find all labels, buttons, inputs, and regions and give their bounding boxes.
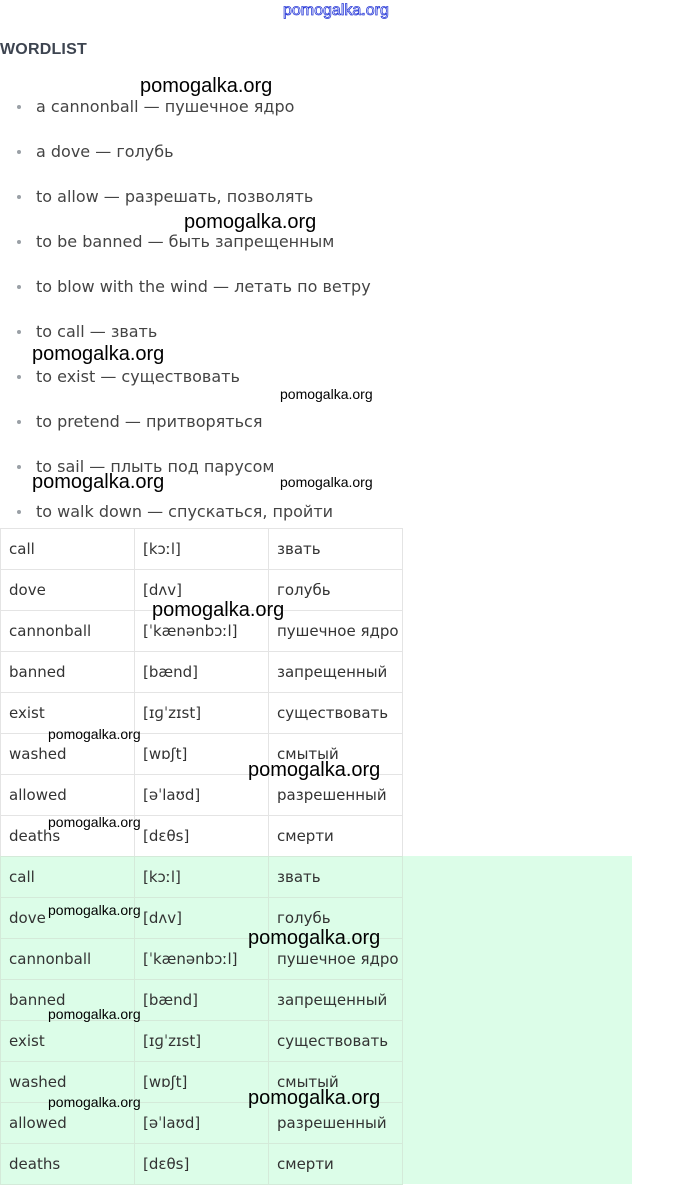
table-row	[1, 529, 403, 570]
table-row	[1, 611, 403, 652]
table-row	[1, 898, 403, 939]
bullet-icon	[17, 420, 21, 424]
wordlist-item: to allow — разрешать, позволять	[0, 174, 402, 219]
translation-cell: смытый	[269, 1062, 403, 1103]
table-row	[1, 980, 403, 1021]
translation-cell: существовать	[269, 693, 403, 734]
transcription-cell: [ɪɡˈzɪst]	[135, 1021, 269, 1062]
word-cell: exist	[1, 1021, 135, 1062]
wordlist-heading: WORDLIST	[0, 41, 87, 58]
table-row	[1, 652, 403, 693]
transcription-cell: [dɛθs]	[135, 816, 269, 857]
wordlist-item: a cannonball — пушечное ядро	[0, 84, 402, 129]
site-watermark-link[interactable]: pomogalka.org	[283, 2, 389, 19]
wordlist-item: to be banned — быть запрещенным	[0, 219, 402, 264]
wordlist-item: to blow with the wind — летать по ветру	[0, 264, 402, 309]
word-cell: allowed	[1, 1103, 135, 1144]
transcription-cell: [bænd]	[135, 652, 269, 693]
translation-cell: запрещенный	[269, 980, 403, 1021]
watermark-text: pomogalka.org	[140, 75, 273, 97]
watermark-text: pomogalka.org	[48, 902, 141, 918]
watermark-text: pomogalka.org	[184, 211, 317, 233]
bullet-icon	[17, 330, 21, 334]
table-row	[1, 1062, 403, 1103]
transcription-cell: [kɔːl]	[135, 857, 269, 898]
transcription-cell: [ˈkænənbɔːl]	[135, 939, 269, 980]
transcription-cell: [wɒʃt]	[135, 734, 269, 775]
transcription-cell: [dʌv]	[135, 898, 269, 939]
vocabulary-table	[0, 528, 403, 857]
bullet-icon	[17, 285, 21, 289]
word-cell: dove	[1, 570, 135, 611]
vocabulary-table-highlighted	[0, 856, 403, 1185]
transcription-cell: [əˈlaʊd]	[135, 775, 269, 816]
watermark-text: pomogalka.org	[152, 599, 285, 621]
word-cell: cannonball	[1, 611, 135, 652]
transcription-cell: [ˈkænənbɔːl]	[135, 611, 269, 652]
transcription-cell: [wɒʃt]	[135, 1062, 269, 1103]
word-cell: banned	[1, 652, 135, 693]
transcription-cell: [kɔːl]	[135, 529, 269, 570]
transcription-cell: [ɪɡˈzɪst]	[135, 693, 269, 734]
word-cell: deaths	[1, 816, 135, 857]
word-cell: banned	[1, 980, 135, 1021]
word-cell: exist	[1, 693, 135, 734]
translation-cell: пушечное ядро	[269, 611, 403, 652]
watermark-text: pomogalka.org	[248, 759, 381, 781]
wordlist-item: to sail — плыть под парусом	[0, 444, 402, 489]
watermark-text: pomogalka.org	[280, 474, 373, 490]
watermark-text: pomogalka.org	[48, 1006, 141, 1022]
watermark-text: pomogalka.org	[48, 726, 141, 742]
wordlist-item: a dove — голубь	[0, 129, 402, 174]
bullet-icon	[17, 465, 21, 469]
table-row	[1, 693, 403, 734]
word-cell: washed	[1, 1062, 135, 1103]
watermark-text: pomogalka.org	[48, 1094, 141, 1110]
watermark-text: pomogalka.org	[280, 386, 373, 402]
transcription-cell: [dʌv]	[135, 570, 269, 611]
wordlist-item: to call — звать	[0, 309, 402, 354]
watermark-text: pomogalka.org	[32, 471, 165, 493]
table-row	[1, 1144, 403, 1185]
translation-cell: смытый	[269, 734, 403, 775]
watermark-text: pomogalka.org	[48, 814, 141, 830]
word-cell: washed	[1, 734, 135, 775]
watermark-text: pomogalka.org	[248, 927, 381, 949]
bullet-icon	[17, 150, 21, 154]
translation-cell: звать	[269, 529, 403, 570]
bullet-icon	[17, 375, 21, 379]
wordlist-item: to pretend — притворяться	[0, 399, 402, 444]
wordlist-item: to walk down — спускаться, пройти	[0, 489, 402, 534]
table-row	[1, 857, 403, 898]
bullet-icon	[17, 105, 21, 109]
table-row	[1, 816, 403, 857]
word-cell: call	[1, 529, 135, 570]
translation-cell: смерти	[269, 816, 403, 857]
translation-cell: запрещенный	[269, 652, 403, 693]
translation-cell: разрешенный	[269, 775, 403, 816]
table-row	[1, 939, 403, 980]
bullet-icon	[17, 195, 21, 199]
watermark-text: pomogalka.org	[248, 1087, 381, 1109]
translation-cell: существовать	[269, 1021, 403, 1062]
word-cell: dove	[1, 898, 135, 939]
word-cell: allowed	[1, 775, 135, 816]
bullet-icon	[17, 240, 21, 244]
table-row	[1, 1021, 403, 1062]
transcription-cell: [bænd]	[135, 980, 269, 1021]
transcription-cell: [dɛθs]	[135, 1144, 269, 1185]
table-row	[1, 775, 403, 816]
word-cell: cannonball	[1, 939, 135, 980]
bullet-icon	[17, 510, 21, 514]
watermark-text: pomogalka.org	[32, 343, 165, 365]
table-row	[1, 734, 403, 775]
translation-cell: голубь	[269, 898, 403, 939]
table-row	[1, 570, 403, 611]
translation-cell: пушечное ядро	[269, 939, 403, 980]
translation-cell: смерти	[269, 1144, 403, 1185]
translation-cell: звать	[269, 857, 403, 898]
word-cell: deaths	[1, 1144, 135, 1185]
translation-cell: разрешенный	[269, 1103, 403, 1144]
wordlist-item: to exist — существовать	[0, 354, 402, 399]
translation-cell: голубь	[269, 570, 403, 611]
table-row	[1, 1103, 403, 1144]
wordlist	[0, 84, 402, 534]
transcription-cell: [əˈlaʊd]	[135, 1103, 269, 1144]
word-cell: call	[1, 857, 135, 898]
